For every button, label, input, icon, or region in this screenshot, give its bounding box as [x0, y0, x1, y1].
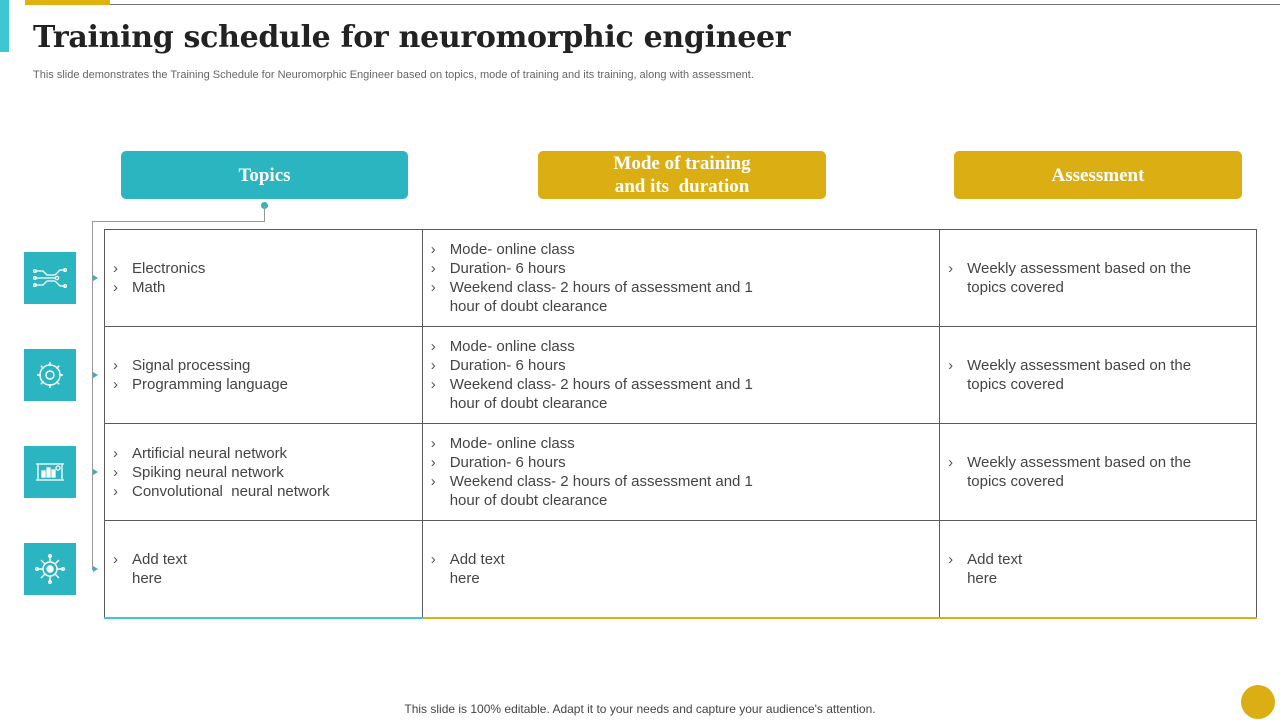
connector-arrow: [93, 372, 98, 378]
slide-footer: This slide is 100% editable. Adapt it to your needs and capture your audience's attention.: [404, 702, 876, 716]
top-yellow-bar: [25, 0, 110, 5]
accent-bar: [0, 0, 9, 52]
list-item: › Weekend class- 2 hours of assessment and 1 hour of doubt clearance: [431, 278, 771, 316]
topics-cell: [105, 230, 423, 327]
mode-header: [538, 151, 826, 199]
list-item: › Artificial neural network: [113, 444, 414, 463]
list-item: › Duration- 6 hours: [431, 356, 931, 375]
assessment-header-label: Assessment: [1051, 164, 1145, 186]
list-item: › Weekend class- 2 hours of assessment and 1 hour of doubt clearance: [431, 472, 771, 510]
table-row: [105, 424, 1257, 521]
slide-title: Training schedule for neuromorphic engineer: [33, 20, 791, 55]
connector-arrow: [93, 566, 98, 572]
list-item: › Add text here: [431, 550, 511, 588]
list-item: › Electronics: [113, 259, 414, 278]
list-item: › Mode- online class: [431, 240, 931, 259]
list-item: › Add text here: [948, 550, 1028, 588]
list-item: › Math: [113, 278, 414, 297]
list-item: › Weekly assessment based on the topics covered: [948, 453, 1218, 491]
connector-arrow: [93, 469, 98, 475]
topics-cell: [105, 521, 423, 618]
topics-header-label: Topics: [238, 164, 291, 186]
assessment-cell: [940, 327, 1257, 424]
mode-cell: [422, 521, 939, 618]
list-item: › Weekly assessment based on the topics covered: [948, 259, 1218, 297]
list-item: › Mode- online class: [431, 337, 931, 356]
list-item: › Duration- 6 hours: [431, 259, 931, 278]
mode-cell: [422, 327, 939, 424]
list-item: › Duration- 6 hours: [431, 453, 931, 472]
list-item: › Signal processing: [113, 356, 414, 375]
assessment-cell: [940, 424, 1257, 521]
gear-circuit-icon: [24, 349, 76, 401]
list-item: › Spiking neural network: [113, 463, 414, 482]
table-row: [105, 327, 1257, 424]
connector-line: [264, 205, 265, 221]
assessment-header: [954, 151, 1242, 199]
assessment-cell: [940, 521, 1257, 618]
list-item: › Weekly assessment based on the topics covered: [948, 356, 1218, 394]
mode-header-line2: and its duration: [614, 176, 750, 197]
schedule-table: [104, 229, 1257, 619]
processor-icon: [24, 543, 76, 595]
top-rule: [110, 4, 1280, 5]
slide-subtitle: This slide demonstrates the Training Schedule for Neuromorphic Engineer based on topics, mode of training and its training, along with assessment.: [33, 69, 754, 81]
connector-arrow: [93, 275, 98, 281]
mode-cell: [422, 424, 939, 521]
topics-cell: [105, 327, 423, 424]
neural-chip-icon: [24, 446, 76, 498]
list-item: › Mode- online class: [431, 434, 931, 453]
table-row: [105, 521, 1257, 618]
corner-circle: [1241, 685, 1275, 719]
connector-line: [92, 221, 265, 222]
table-row: [105, 230, 1257, 327]
circuit-icon: [24, 252, 76, 304]
list-item: › Convolutional neural network: [113, 482, 414, 501]
mode-cell: [422, 230, 939, 327]
connector-line: [92, 221, 93, 570]
mode-header-label: [613, 152, 750, 198]
list-item: › Programming language: [113, 375, 414, 394]
topics-cell: [105, 424, 423, 521]
list-item: › Weekend class- 2 hours of assessment and 1 hour of doubt clearance: [431, 375, 771, 413]
mode-header-line1: Mode of training: [613, 153, 751, 174]
list-item: › Add text here: [113, 550, 193, 588]
topics-header: [121, 151, 408, 199]
assessment-cell: [940, 230, 1257, 327]
